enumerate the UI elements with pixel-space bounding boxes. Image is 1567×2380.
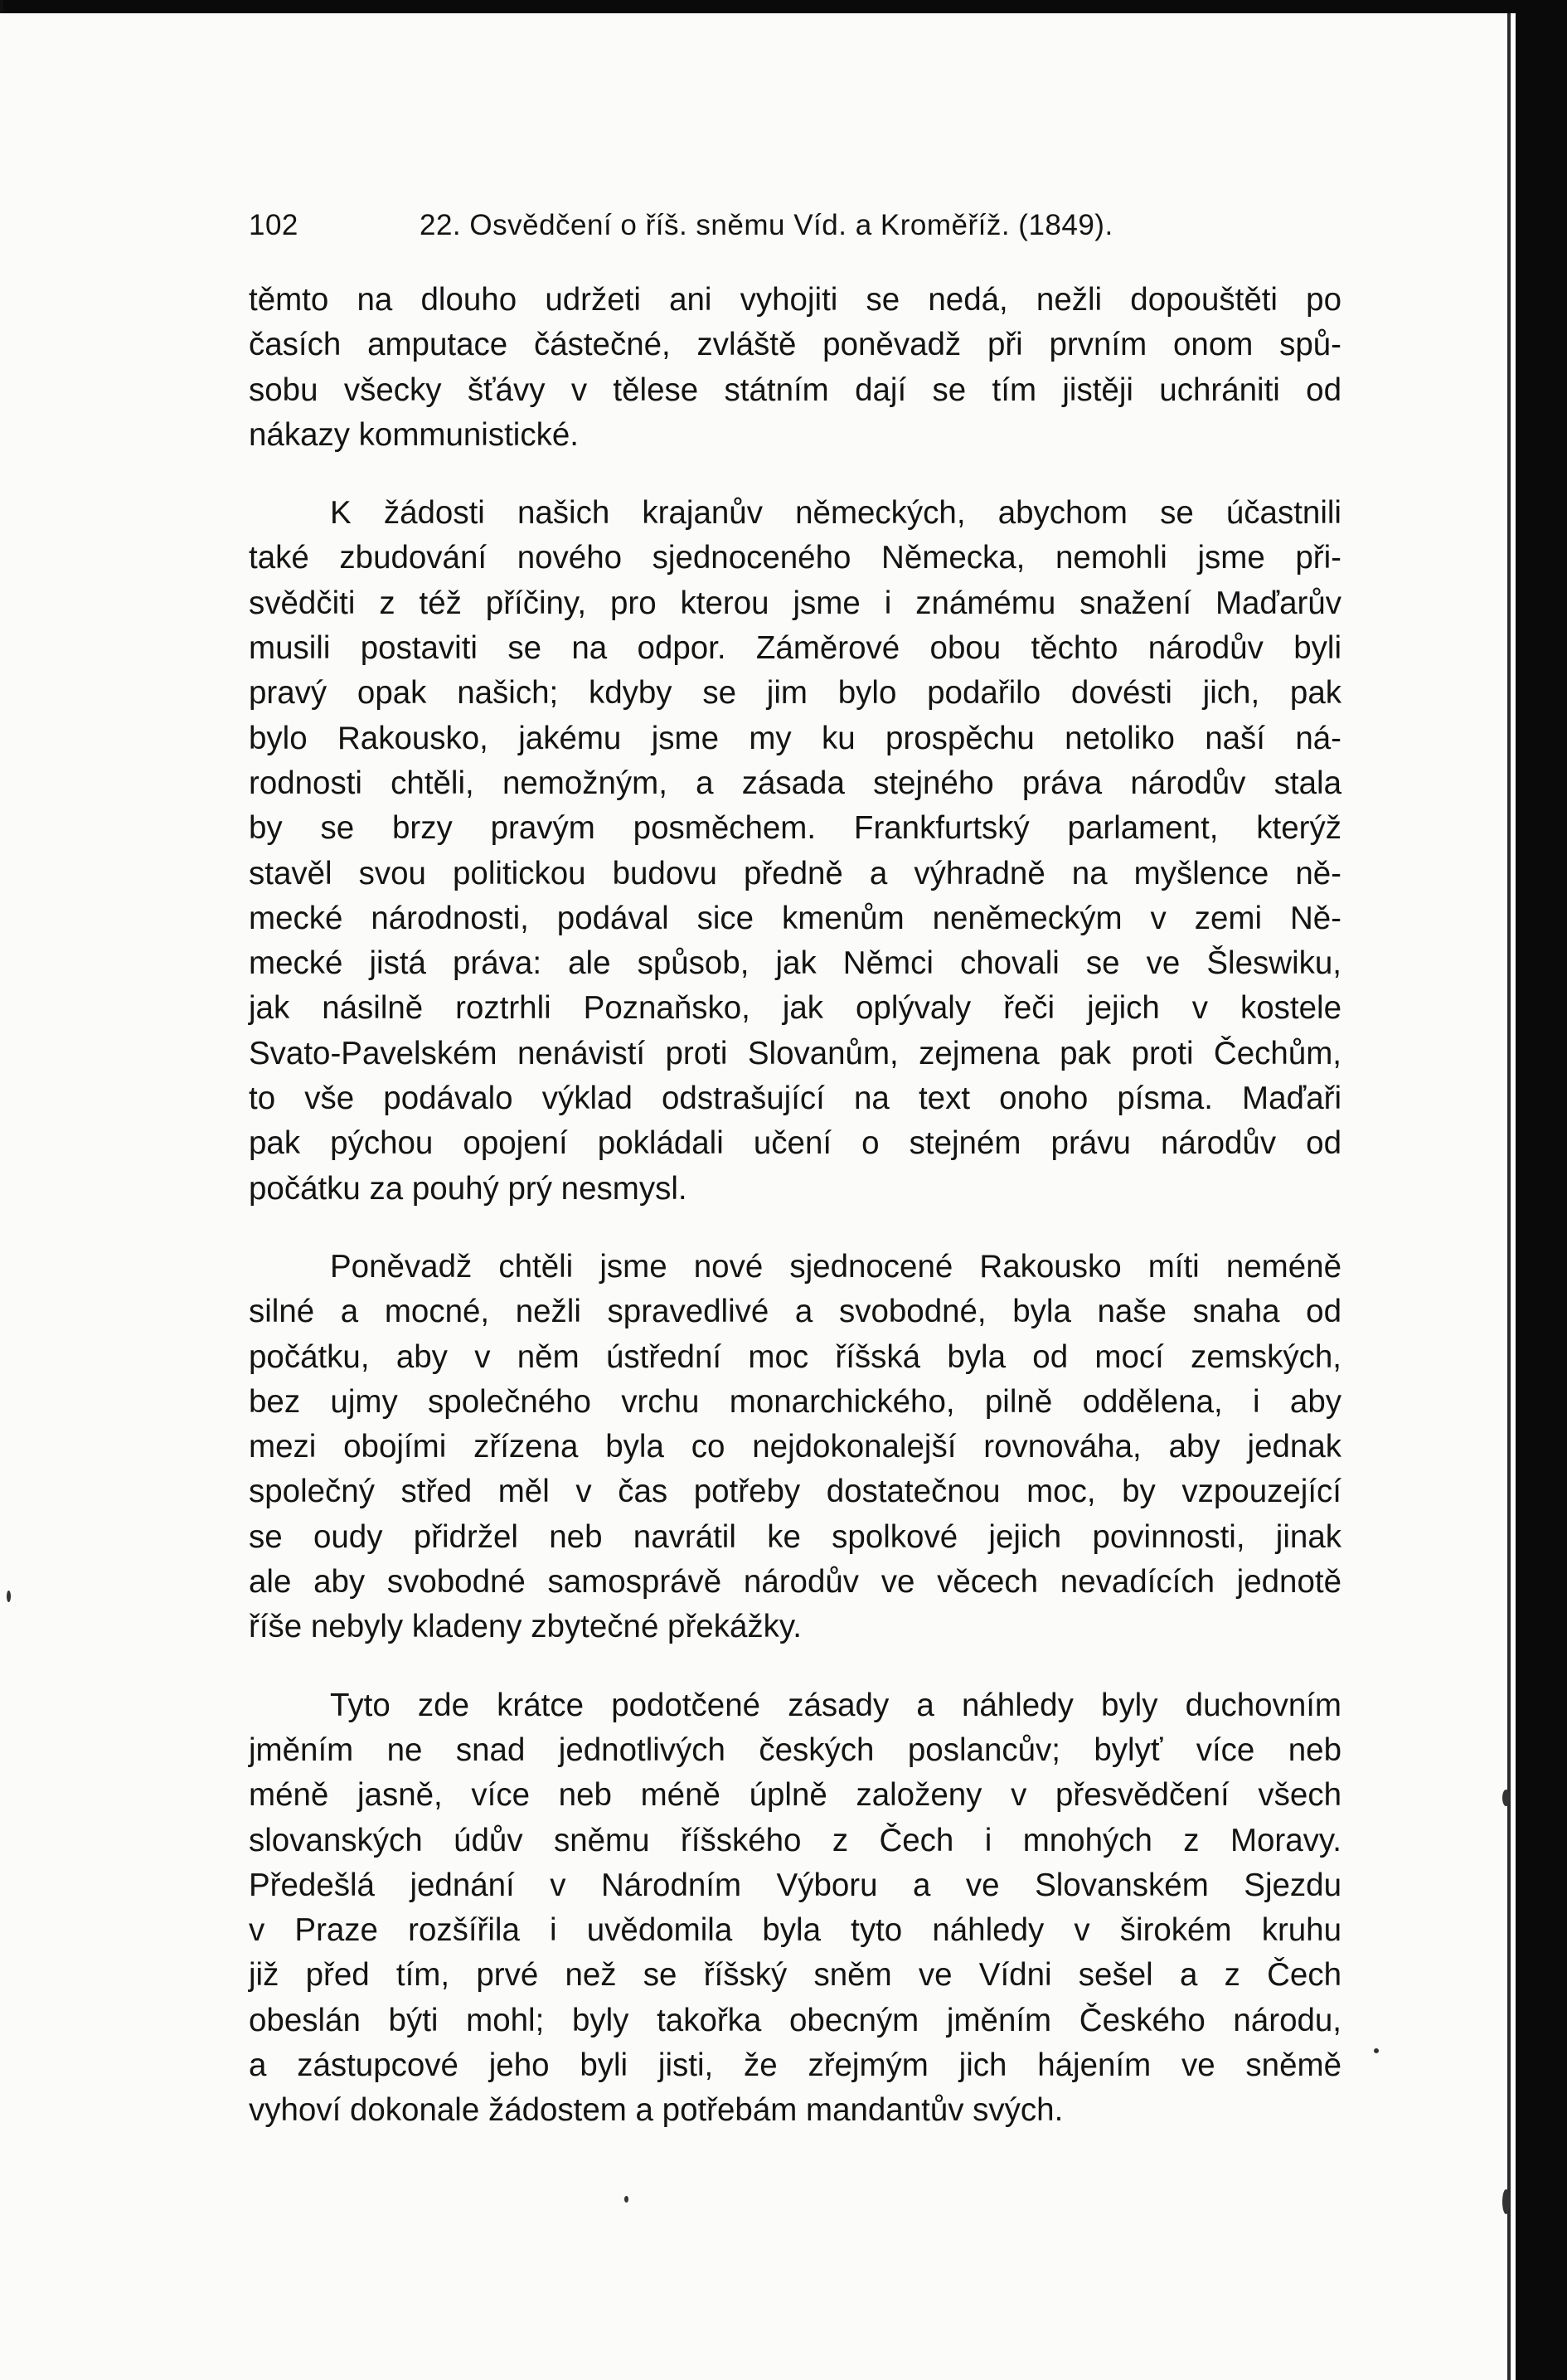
paragraph bbox=[249, 1245, 1341, 1650]
text-line: to vše podávalo výklad odstrašující na text onoho písma. Maďaři bbox=[249, 1081, 1341, 1117]
text-line: K žádosti našich krajanův německých, abychom se účastnili bbox=[330, 495, 1341, 532]
paragraph bbox=[249, 1683, 1341, 2134]
text-line: a zástupcové jeho byli jisti, že zřejmým jich hájením ve sněmě bbox=[249, 2047, 1341, 2083]
text-line: silné a mocné, nežli spravedlivé a svobodné, byla naše snaha od bbox=[249, 1294, 1341, 1330]
scan-border-right bbox=[1516, 0, 1567, 2380]
text-line: obeslán býti mohl; byly takořka obecným jměním Českého národu, bbox=[249, 2002, 1341, 2038]
scan-speck bbox=[1374, 2048, 1379, 2053]
scan-speck bbox=[7, 1591, 11, 1602]
text-line: mecké jistá práva: ale spůsob, jak Němci chovali se ve Šleswiku, bbox=[249, 945, 1341, 982]
text-line: těmto na dlouho udržeti ani vyhojiti se nedá, nežli dopouštěti po bbox=[249, 282, 1341, 318]
text-line: počátku za pouhý prý nesmysl. bbox=[249, 1170, 687, 1207]
text-line: sobu všecky šťávy v tělese státním dají se tím jistěji uchrániti od bbox=[249, 372, 1341, 408]
text-line: také zbudování nového sjednoceného Německa, nemohli jsme při- bbox=[249, 540, 1341, 576]
scan-speck bbox=[1502, 1790, 1510, 1806]
page-number: 102 bbox=[249, 209, 298, 241]
text-line: Tyto zde krátce podotčené zásady a náhledy byly duchovním bbox=[330, 1687, 1341, 1723]
text-line: pak pýchou opojení pokládali učení o stejném právu národův od bbox=[249, 1125, 1341, 1162]
text-line: svědčiti z též příčiny, pro kterou jsme i známému snažení Maďarův bbox=[249, 585, 1341, 621]
text-line: Předešlá jednání v Národním Výboru a ve Slovanském Sjezdu bbox=[249, 1867, 1341, 1903]
text-line: v Praze rozšířila i uvědomila byla tyto náhledy v širokém kruhu bbox=[249, 1912, 1341, 1949]
text-line: by se brzy pravým posměchem. Frankfurtský parlament, kterýž bbox=[249, 810, 1341, 847]
text-line: rodnosti chtěli, nemožným, a zásada stejného práva národův stala bbox=[249, 765, 1341, 801]
text-line: jměním ne snad jednotlivých českých poslancův; bylyť více neb bbox=[249, 1732, 1341, 1768]
paragraph bbox=[249, 278, 1341, 458]
text-line: mezi obojími zřízena byla co nejdokonalejší rovnováha, aby jednak bbox=[249, 1429, 1341, 1465]
chapter-title: 22. Osvědčení o říš. sněmu Víd. a Kroměříž. (1849). bbox=[420, 209, 1113, 241]
text-line: slovanských údův sněmu říšského z Čech i mnohých z Moravy. bbox=[249, 1822, 1341, 1858]
scan-speck bbox=[624, 2196, 628, 2203]
text-line: vyhoví dokonale žádostem a potřebám mandantův svých. bbox=[249, 2092, 1064, 2129]
text-line: nákazy kommunistické. bbox=[249, 416, 579, 453]
text-line: již před tím, prvé než se říšský sněm ve Vídni sešel a z Čech bbox=[249, 1957, 1341, 1994]
text-line: bez ujmy společného vrchu monarchického, pilně oddělena, i aby bbox=[249, 1383, 1341, 1420]
scan-border-top bbox=[0, 0, 1567, 13]
text-line: jak násilně roztrhli Poznaňsko, jak oplývaly řeči jejich v kostele bbox=[249, 990, 1341, 1027]
text-line: pravý opak našich; kdyby se jim bylo podařilo dovésti jich, pak bbox=[249, 675, 1341, 712]
paragraph bbox=[249, 491, 1341, 1212]
text-line: bylo Rakousko, jakému jsme my ku prospěchu netoliko naší ná- bbox=[249, 720, 1341, 756]
text-line: stavěl svou politickou budovu předně a výhradně na myšlence ně- bbox=[249, 855, 1341, 891]
body-text bbox=[249, 278, 1341, 2134]
scan-speck bbox=[1502, 2189, 1510, 2214]
text-line: musili postaviti se na odpor. Záměrové obou těchto národův byli bbox=[249, 630, 1341, 667]
page-edge-line bbox=[1507, 13, 1511, 2380]
text-line: říše nebyly kladeny zbytečné překážky. bbox=[249, 1609, 802, 1645]
text-line: počátku, aby v něm ústřední moc říšská byla od mocí zemských, bbox=[249, 1338, 1341, 1375]
text-line: společný střed měl v čas potřeby dostatečnou moc, by vzpouzející bbox=[249, 1474, 1341, 1510]
running-head bbox=[249, 209, 1285, 250]
text-line: méně jasně, více neb méně úplně založeny v přesvědčení všech bbox=[249, 1777, 1341, 1814]
text-line: ale aby svobodné samosprávě národův ve věcech nevadících jednotě bbox=[249, 1564, 1341, 1600]
text-line: časích amputace částečné, zvláště poněvadž při prvním onom spů- bbox=[249, 327, 1341, 363]
text-line: Poněvadž chtěli jsme nové sjednocené Rakousko míti neméně bbox=[330, 1248, 1341, 1285]
text-line: mecké národnosti, podával sice kmenům neněmeckým v zemi Ně- bbox=[249, 900, 1341, 936]
text-line: Svato-Pavelském nenávistí proti Slovanům, zejmena pak proti Čechům, bbox=[249, 1035, 1341, 1071]
text-line: se oudy přidržel neb navrátil ke spolkové jejich povinnosti, jinak bbox=[249, 1518, 1341, 1555]
